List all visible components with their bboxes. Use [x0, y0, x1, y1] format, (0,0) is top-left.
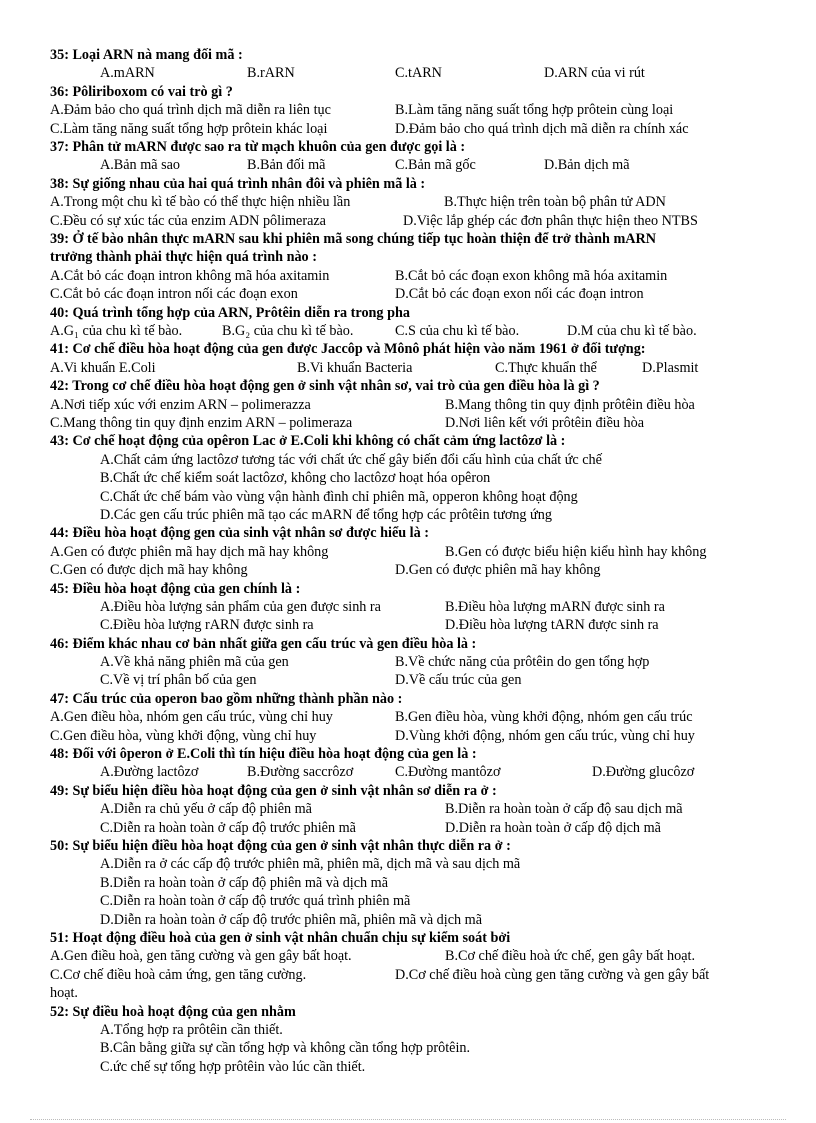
option-b: B.Làm tăng năng suất tổng hợp prôtein cùng loại: [395, 102, 674, 119]
question-title: 43: Cơ chế hoạt động của opêron Lac ở E.Coli khi không có chất cảm ứng lactôzơ là :: [50, 433, 566, 450]
option-c: C.Điều hòa lượng rARN được sinh ra: [100, 617, 314, 634]
option-a: A.Gen điều hòa, nhóm gen cấu trúc, vùng chỉ huy: [50, 709, 333, 726]
options-row: [50, 285, 780, 303]
option-a: A.Đảm bảo cho quá trình dịch mã diễn ra liên tục: [50, 102, 331, 119]
options-row: [50, 966, 780, 984]
option-c: C.ức chế sự tổng hợp prôtêin vào lúc cần thiết.: [100, 1058, 366, 1075]
option-a: A.Đường lactôzơ: [100, 764, 199, 781]
option-c: C.Cơ chế điều hoà cảm ứng, gen tăng cường.: [50, 966, 307, 983]
option-c: C.tARN: [395, 65, 442, 82]
options-row: [50, 156, 780, 174]
option-d: D.Các gen cấu trúc phiên mã tạo các mARN để tổng hợp các prôtêin tương ứng: [100, 506, 552, 523]
option-c: C.Về vị trí phân bố của gen: [100, 672, 257, 689]
option-a: A.Tổng hợp ra prôtêin cần thiết.: [100, 1022, 283, 1038]
options-row: [50, 800, 780, 818]
question-title: 51: Hoạt động điều hoà của gen ở sinh vật nhân chuẩn chịu sự kiểm soát bởi: [50, 930, 511, 947]
question-title: 52: Sự điều hoà hoạt động của gen nhằm: [50, 1003, 296, 1020]
option-a: A.Gen điều hoà, gen tăng cường và gen gây bất hoạt.: [50, 948, 352, 965]
option-b: B.Vi khuẩn Bacteria: [297, 359, 413, 376]
option-c: C.Mang thông tin quy định enzim ARN – polimeraza: [50, 414, 353, 431]
question-title: 48: Đối với ôperon ở E.Coli thì tín hiệu điều hòa hoạt động của gen là :: [50, 746, 477, 763]
option-d: D.Việc lắp ghép các đơn phân thực hiện theo NTBS: [403, 212, 698, 229]
option-b: B.rARN: [247, 65, 295, 82]
option-a: A.Điều hòa lượng sản phẩm của gen được sinh ra: [100, 598, 381, 615]
option-b: B.Mang thông tin quy định prôtêin điều hòa: [445, 396, 695, 413]
options-row: [50, 671, 780, 689]
option-a: A.Diễn ra chủ yếu ở cấp độ phiên mã: [100, 801, 312, 818]
option-b: B.Đường saccrôzơ: [247, 764, 354, 781]
option-b: B.Về chức năng của prôtêin do gen tổng hợp: [395, 654, 650, 671]
options-row: [50, 64, 780, 82]
options-row: [50, 763, 780, 781]
options-row: [50, 819, 780, 837]
options-row: [50, 543, 780, 561]
options-row: [50, 267, 780, 285]
option-c: C.Diễn ra hoàn toàn ở cấp độ trước quá trình phiên mã: [100, 893, 411, 910]
question-title: 50: Sự biểu hiện điều hòa hoạt động của gen ở sinh vật nhân thực diễn ra ở :: [50, 838, 511, 855]
option-b: B.Diễn ra hoàn toàn ở cấp độ sau dịch mã: [445, 801, 683, 818]
option-b: B.Điều hòa lượng mARN được sinh ra: [445, 598, 665, 615]
option-d: D.Vùng khởi động, nhóm gen cấu trúc, vùng chỉ huy: [395, 727, 695, 744]
option-a: A.Vi khuẩn E.Coli: [50, 359, 156, 376]
option-c: C.Gen có được dịch mã hay không: [50, 562, 248, 579]
option-a: A.Diễn ra ở các cấp độ trước phiên mã, phiên mã, dịch mã và sau dịch mã: [100, 856, 521, 873]
option-c: C.Diễn ra hoàn toàn ở cấp độ trước phiên mã: [100, 819, 356, 836]
option-b: B.Cơ chế điều hoà ức chế, gen gây bất hoạt.: [445, 948, 695, 965]
option-c: C.Cắt bỏ các đoạn intron nối các đoạn exon: [50, 286, 298, 303]
option-a: A.Cắt bỏ các đoạn intron không mã hóa axitamin: [50, 267, 330, 284]
question-title: 41: Cơ chế điều hòa hoạt động của gen được Jaccôp và Mônô phát hiện vào năm 1961 ở đối tượng:: [50, 341, 646, 358]
question-title: 36: Pôliriboxom có vai trò gì ?: [50, 83, 233, 100]
option-a: A.mARN: [100, 65, 155, 82]
option-a: A.Nơi tiếp xúc với enzim ARN – polimerazza: [50, 396, 311, 413]
option-c: C.S của chu kì tế bào.: [395, 322, 520, 339]
option-a: A.Chất cảm ứng lactôzơ tương tác với chất ức chế gây biến đổi cấu hình của chất ức chế: [100, 451, 602, 468]
options-row: [50, 727, 780, 745]
options-row: [50, 120, 780, 138]
option-b: B.Bản đối mã: [247, 157, 326, 174]
question-title: 38: Sự giống nhau của hai quá trình nhân đôi và phiên mã là :: [50, 175, 426, 192]
option-b: B.Thực hiện trên toàn bộ phân tử ADN: [444, 194, 666, 211]
option-d: D.Cơ chế điều hoà cùng gen tăng cường và gen gây bất: [395, 966, 710, 983]
option-d: D.Về cấu trúc của gen: [395, 672, 522, 689]
option-b: B.Gen có được biểu hiện kiểu hình hay không: [445, 543, 707, 560]
option-a: A.Về khả năng phiên mã của gen: [100, 654, 289, 671]
question-title: 47: Cấu trúc của operon bao gồm những thành phần nào :: [50, 690, 403, 707]
question-title: 46: Điểm khác nhau cơ bản nhất giữa gen cấu trúc và gen điều hòa là :: [50, 635, 477, 652]
option-a: A.Trong một chu kì tế bào có thể thực hiện nhiều lần: [50, 194, 351, 211]
option-c: C.Đường mantôzơ: [395, 764, 501, 781]
option-d-continued: hoạt.: [50, 985, 78, 1002]
options-row: [50, 193, 780, 211]
option-d: D.Diễn ra hoàn toàn ở cấp độ trước phiên mã, phiên mã và dịch mã: [100, 911, 482, 928]
option-b: B.Cân bằng giữa sự cần tổng hợp và không cần tổng hợp prôtêin.: [100, 1040, 471, 1057]
options-row: [50, 101, 780, 119]
option-c: C.Bản mã gốc: [395, 157, 476, 174]
option-d: D.Plasmit: [642, 359, 699, 376]
option-d: D.M của chu kì tế bào.: [567, 322, 697, 339]
option-d: D.Đảm bảo cho quá trình dịch mã diễn ra chính xác: [395, 120, 689, 137]
option-d: D.Nơi liên kết với prôtêin điều hòa: [445, 414, 645, 431]
option-d: D.Điều hòa lượng tARN được sinh ra: [445, 617, 659, 634]
option-d: D.Diễn ra hoàn toàn ở cấp độ dịch mã: [445, 819, 661, 836]
options-row: [50, 708, 780, 726]
options-row: [50, 396, 780, 414]
question-title: 35: Loại ARN nà mang đối mã :: [50, 47, 243, 63]
option-c: C.Chất ức chế bám vào vùng vận hành đình chỉ phiên mã, opperon không hoạt động: [100, 488, 578, 505]
question-sheet: [50, 46, 780, 1076]
option-b: B.G₂ của chu kì tế bào.: [222, 322, 354, 339]
option-a: A.G₁ của chu kì tế bào.: [50, 322, 183, 339]
question-title: 49: Sự biểu hiện điều hòa hoạt động của gen ở sinh vật nhân sơ diễn ra ở :: [50, 782, 497, 799]
question-title: 40: Quá trình tổng hợp của ARN, Prôtêin diễn ra trong pha: [50, 304, 410, 321]
page-bottom-divider: [30, 1119, 786, 1120]
question-title: 44: Điều hòa hoạt động gen của sinh vật nhân sơ được hiểu là :: [50, 525, 429, 542]
option-c: C.Thực khuẩn thể: [495, 359, 597, 376]
question-title: 37: Phân tử mARN được sao ra từ mạch khuôn của gen được gọi là :: [50, 138, 466, 155]
option-d: D.Cắt bỏ các đoạn exon nối các đoạn intron: [395, 286, 644, 303]
option-d: D.Bản dịch mã: [544, 157, 630, 174]
options-row: [50, 359, 780, 377]
options-row: [50, 653, 780, 671]
question-title: 39: Ở tế bào nhân thực mARN sau khi phiên mã song chúng tiếp tục hoàn thiện để trở thành mARN: [50, 230, 657, 247]
question-title-continued: trưởng thành phải thực hiện quá trình nào :: [50, 249, 317, 266]
option-a: A.Bản mã sao: [100, 157, 180, 174]
options-row: [50, 414, 780, 432]
option-b: B.Gen điều hòa, vùng khởi động, nhóm gen cấu trúc: [395, 709, 693, 726]
option-d: D.Đường glucôzơ: [592, 764, 695, 781]
options-row: [50, 561, 780, 579]
option-c: C.Gen điều hòa, vùng khởi động, vùng chỉ huy: [50, 727, 317, 744]
option-a: A.Gen có được phiên mã hay dịch mã hay không: [50, 543, 329, 560]
options-row: [50, 322, 780, 340]
question-title: 42: Trong cơ chế điều hòa hoạt động gen ở sinh vật nhân sơ, vai trò của gen điều hòa là gì ?: [50, 378, 600, 395]
options-row: [50, 598, 780, 616]
question-title: 45: Điều hòa hoạt động của gen chính là :: [50, 580, 301, 597]
option-c: C.Làm tăng năng suất tổng hợp prôtein khác loại: [50, 120, 328, 137]
options-row: [50, 212, 780, 230]
option-d: D.Gen có được phiên mã hay không: [395, 562, 601, 579]
options-row: [50, 616, 780, 634]
option-d: D.ARN của vi rút: [544, 65, 645, 82]
option-c: C.Đều có sự xúc tác của enzim ADN pôlimeraza: [50, 212, 326, 229]
option-b: B.Diễn ra hoàn toàn ở cấp độ phiên mã và dịch mã: [100, 874, 389, 891]
option-b: B.Cắt bỏ các đoạn exon không mã hóa axitamin: [395, 267, 668, 284]
options-row: [50, 947, 780, 965]
option-b: B.Chất ức chế kiểm soát lactôzơ, không cho lactôzơ hoạt hóa opêron: [100, 470, 491, 487]
